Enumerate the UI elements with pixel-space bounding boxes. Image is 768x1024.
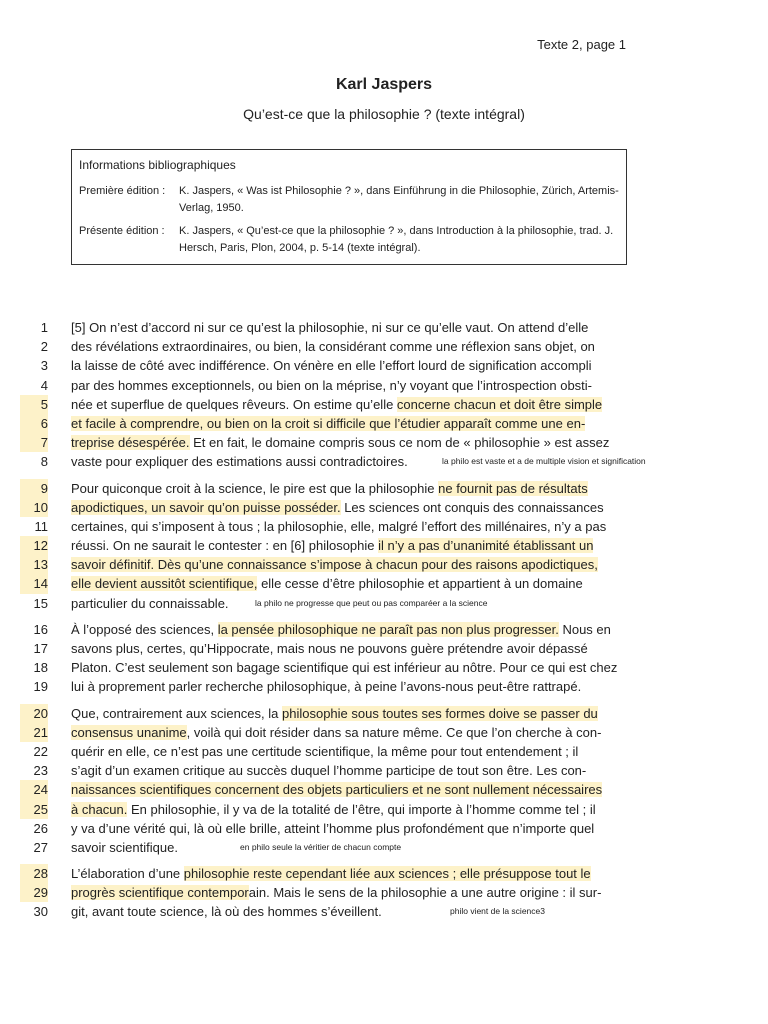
paragraph (0, 318, 768, 472)
text-line (0, 864, 768, 883)
text-line (0, 723, 768, 742)
line-number: 6 (20, 414, 48, 433)
line-text (71, 677, 626, 696)
text-segment: quérir en elle, ce n’est pas une certitude scientifique, la même pour tout entendement ; il (71, 743, 579, 759)
text-line (0, 658, 768, 677)
first-edition-text: K. Jaspers, « Was ist Philosophie ? », dans Einführung in die Philosophie, Zürich, Artemis-Verlag, 1950. (179, 185, 619, 214)
text-segment: ain. Mais le sens de la philosophie a une autre origine : il sur- (248, 885, 602, 901)
paragraph (0, 704, 768, 858)
text-segment: née et superflue de quelques rêveurs. On estime qu’elle (71, 396, 397, 412)
line-number: 28 (20, 864, 48, 883)
line-number: 9 (20, 479, 48, 498)
text-segment: Et en fait, le domaine compris sous ce nom de « philosophie » est assez (189, 435, 610, 451)
text-segment: réussi. On ne saurait le contester : en [6] philosophie (71, 538, 379, 554)
highlight: elle devient aussitôt scientifique, (71, 576, 258, 592)
highlight: philosophie sous toutes ses formes doive se passer du (282, 705, 598, 721)
handwritten-note: philo vient de la science3 (450, 906, 545, 917)
text-segment: elle cesse d’être philosophie et appartient à un domaine (257, 576, 583, 592)
line-number: 13 (20, 555, 48, 574)
highlight: et facile à comprendre, ou bien on la croit si difficile que l’étudier apparaît comme une en- (71, 415, 586, 431)
line-number: 27 (33, 839, 48, 855)
highlight: philosophie reste cependant liée aux sciences ; elle présuppose tout le (183, 866, 591, 882)
line-text (71, 704, 626, 723)
line-text (71, 761, 626, 780)
text-line (0, 639, 768, 658)
highlight: concerne chacun et doit être simple (396, 396, 603, 412)
line-text (71, 433, 626, 452)
line-number: 18 (33, 660, 48, 676)
line-number: 3 (40, 358, 48, 374)
line-text (71, 479, 626, 498)
line-number: 12 (20, 536, 48, 555)
present-edition-text: K. Jaspers, « Qu’est-ce que la philosophie ? », dans Introduction à la philosophie, trad. J. Hersch, Paris, Plon, 2004, p. 5-14 (texte intégral). (179, 225, 614, 254)
text-line (0, 800, 768, 819)
line-number: 20 (20, 704, 48, 723)
text-line (0, 883, 768, 902)
line-text (71, 658, 626, 677)
text-line (0, 761, 768, 780)
line-text (71, 536, 626, 555)
text-line (0, 574, 768, 593)
text-line (0, 536, 768, 555)
line-number: 17 (33, 641, 48, 656)
highlight: savoir définitif. Dès qu’une connaissance s’impose à chacun pour des raisons apodictiques, (71, 557, 598, 573)
line-text (71, 864, 626, 883)
text-line (0, 395, 768, 414)
text-line (0, 594, 768, 613)
text-line (0, 517, 768, 536)
text-segment: , voilà qui doit résider dans sa nature même. Ce que l’on cherche à con- (186, 724, 602, 740)
text-segment: Pour quiconque croit à la science, le pire est que la philosophie (71, 480, 439, 496)
line-number: 10 (20, 498, 48, 517)
text-segment: [5] On n’est d’accord ni sur ce qu’est la philosophie, ni sur ce qu’elle vaut. On attend d’elle (71, 320, 589, 335)
text-line (0, 742, 768, 761)
text-segment: des révélations extraordinaires, ou bien, la considérant comme une réflexion sans objet, on (71, 339, 595, 355)
text-segment: certaines, qui s’imposent à tous ; la philosophie, elle, malgré l’effort des millénaires, n’y a pas (71, 518, 607, 534)
line-number: 2 (40, 339, 48, 355)
line-text (71, 356, 626, 375)
line-text (71, 639, 626, 658)
text-line (0, 555, 768, 574)
present-edition-row (79, 223, 619, 257)
line-text (71, 594, 626, 613)
line-text (71, 574, 626, 593)
line-text (71, 723, 626, 742)
line-text (71, 838, 626, 857)
line-number: 23 (33, 763, 48, 779)
highlight: naissances scientifiques concernent des objets particuliers et ne sont nullement nécessaires (71, 782, 603, 798)
handwritten-note: la philo est vaste et a de multiple vision et signification (442, 456, 646, 467)
text-line (0, 838, 768, 857)
first-edition-row (79, 183, 619, 217)
page-label: Texte 2, page 1 (537, 37, 626, 52)
highlight: apodictiques, un savoir qu’on puisse posséder. (71, 499, 341, 515)
line-text (71, 517, 626, 536)
line-text (71, 337, 626, 356)
text-segment: À l’opposé des sciences, (71, 621, 218, 637)
text-line (0, 318, 768, 337)
line-number: 19 (33, 679, 48, 695)
line-number: 24 (20, 780, 48, 799)
handwritten-note: en philo seule la véritier de chacun compte (240, 841, 402, 852)
line-text (71, 819, 626, 838)
line-text (71, 620, 626, 639)
text-segment: particulier du connaissable. (71, 595, 229, 611)
line-number: 5 (20, 395, 48, 414)
line-number: 1 (40, 320, 48, 335)
line-number: 7 (20, 433, 48, 452)
text-segment: lui à proprement parler recherche philosophique, à peine l’avons-nous peut-être rattrapé. (71, 679, 582, 695)
highlight: à chacun. (71, 801, 128, 817)
bibliography-heading: Informations bibliographiques (79, 158, 236, 172)
line-number: 4 (40, 377, 48, 393)
text-line (0, 414, 768, 433)
line-text (71, 376, 626, 395)
text-segment: par des hommes exceptionnels, ou bien on la méprise, n’y voyant que l’introspection obsti- (71, 377, 593, 393)
page-title: Qu’est-ce que la philosophie ? (texte intégral) (243, 106, 525, 122)
text-line (0, 452, 768, 471)
text-segment: git, avant toute science, là où des hommes s’éveillent. (71, 904, 382, 920)
text-segment: y va d’une vérité qui, là où elle brille, atteint l’homme plus profondément que n’importe quel (71, 820, 595, 836)
line-number: 30 (33, 904, 48, 920)
line-text (71, 883, 626, 902)
highlight: ne fournit pas de résultats (438, 480, 588, 496)
line-text (71, 555, 626, 574)
text-line (0, 376, 768, 395)
paragraph (0, 620, 768, 697)
line-number: 11 (34, 518, 48, 534)
line-text (71, 498, 626, 517)
text-segment: Que, contrairement aux sciences, la (71, 705, 282, 721)
line-text (71, 318, 626, 337)
text-segment: savoir scientifique. (71, 839, 178, 855)
text-line (0, 704, 768, 723)
highlight: treprise désespérée. (71, 435, 190, 451)
line-text (71, 452, 626, 471)
paragraph (0, 864, 768, 922)
text-line (0, 677, 768, 696)
text-line (0, 902, 768, 921)
line-number: 26 (33, 820, 48, 836)
highlight: progrès scientifique contempor (71, 885, 249, 901)
text-line (0, 819, 768, 838)
line-text (71, 902, 626, 921)
line-number: 14 (20, 574, 48, 593)
line-number: 29 (20, 883, 48, 902)
line-number: 15 (33, 595, 48, 611)
line-text (71, 742, 626, 761)
text-line (0, 498, 768, 517)
text-segment: Les sciences ont conquis des connaissances (340, 499, 604, 515)
highlight: consensus unanime (71, 724, 187, 740)
text-segment: En philosophie, il y va de la totalité de l’être, qui importe à l’homme comme tel ; il (127, 801, 596, 817)
text-line (0, 433, 768, 452)
line-number: 25 (20, 800, 48, 819)
text-line (0, 356, 768, 375)
line-number: 8 (40, 454, 48, 470)
line-number: 22 (33, 743, 48, 759)
text-line (0, 337, 768, 356)
highlight: il n’y a pas d’unanimité établissant un (378, 538, 594, 554)
author-heading: Karl Jaspers (335, 76, 433, 93)
text-segment: savons plus, certes, qu’Hippocrate, mais nous ne pouvons guère prétendre avoir dépassé (71, 641, 588, 656)
text-segment: vaste pour expliquer des estimations aussi contradictoires. (71, 454, 408, 470)
highlight: la pensée philosophique ne paraît pas non plus progresser. (217, 621, 559, 637)
line-number: 16 (33, 621, 48, 637)
text-segment: L’élaboration d’une (71, 866, 184, 882)
text-line (0, 479, 768, 498)
first-edition-label: Première édition : (79, 185, 166, 197)
paragraph (0, 479, 768, 613)
text-line (0, 780, 768, 799)
text-segment: Nous en (558, 621, 611, 637)
line-text (71, 395, 626, 414)
line-text (71, 780, 626, 799)
main-text (0, 318, 768, 929)
bibliography-box (71, 149, 627, 265)
text-line (0, 620, 768, 639)
line-text (71, 800, 626, 819)
line-number: 21 (20, 723, 48, 742)
handwritten-note: la philo ne progresse que peut ou pas comparéer a la science (255, 597, 488, 608)
line-text (71, 414, 626, 433)
text-segment: la laisse de côté avec indifférence. On vénère en elle l’effort lourd de signification accompli (71, 358, 592, 374)
text-segment: Platon. C’est seulement son bagage scientifique qui est inférieur au nôtre. Pour ce qui est chez (71, 660, 618, 676)
text-segment: s’agit d’un examen critique au succès duquel l’homme participe de tout son être. Les con- (71, 763, 587, 779)
present-edition-label: Présente édition : (79, 225, 165, 237)
